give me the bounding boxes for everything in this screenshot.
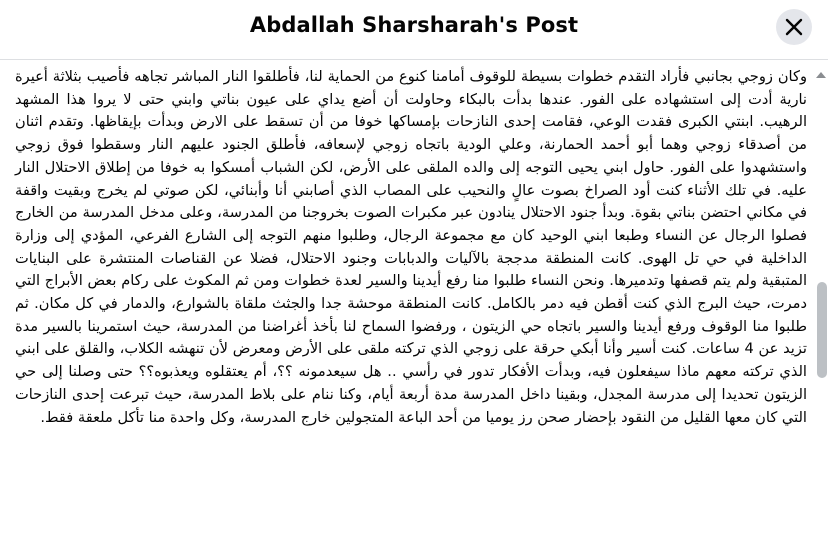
scrollbar[interactable] <box>814 60 828 547</box>
close-icon <box>784 17 804 37</box>
scroll-up-arrow-icon[interactable] <box>816 72 826 78</box>
post-content <box>0 60 814 547</box>
post-text: وكان زوجي بجانبي فأراد التقدم خطوات بسيطة للوقوف أمامنا كنوع من الحماية لنا، فأطلقوا النار المباشر تجاهه فأصيب بثلاثة أعيرة نارية أدت إلى استشهاده على الفور. عندها بدأت بالبكاء وحاولت أن أضع يداي على عيون بناتي وابني حتى لا يروا هذا المشهد الرهيب. ابنتي الكبرى فقدت الوعي، فقامت إحدى النازحات بإمساكها خوفا من أن تسقط على الارض وبدأت بإيقاظها. وتقدم اثنان من أصدقاء زوجي وهما أبو أحمد الحمارنة، وعلي الودية باتجاه زوجي لإسعافه، فأطلق الجنود عليهم النار وسقطوا فوق زوجي واستشهدوا على الفور. حاول ابني يحيى التوجه إلى والده الملقى على الأرض، لكن الشباب أمسكوا به خوفا من إطلاق الاحتلال النار عليه. في تلك الأثناء كنت أود الصراخ بصوت عالٍ والنحيب على المصاب الذي أصابني أنا وأبنائي، لكن صوتي لم يخرج وبقيت واقفة في مكاني احتضن بناتي بقوة. وبدأ جنود الاحتلال ينادون عبر مكبرات الصوت بخروجنا من المدرسة، وعلى مدخل المدرسة من الخارج فصلوا الرجال عن النساء وطبعا ابني الوحيد كان مع مجموعة الرجال، وطلبوا منهم التوجه إلى الشارع الفرعي، المؤدي إلى وزارة الداخلية في حي تل الهوى. كانت المنطقة مدججة بالآليات والدبابات وجنود الاحتلال، فضلا عن القناصات المنتشرة على البنايات المتبقية ولم يتم قصفها وتدميرها. ونحن النساء طلبوا منا رفع أيدينا والسير لعدة خطوات ومن ثم المكوث على ركام بعض الأبراج التي دمرت، حيث البرج الذي كنت أقطن فيه دمر بالكامل. كانت المنطقة موحشة جدا والجثث ملقاة بالشوارع، والدمار في كل مكان. ثم طلبوا منا الوقوف ورفع أيدينا والسير باتجاه حي الزيتون ، ورفضوا السماح لنا بأخذ أغراضنا من المدرسة، حيث استمرينا بالسير مدة تزيد عن 4 ساعات. كنت أسير وأنا أبكي حرقة على زوجي الذي تركته ملقى على الأرض ومعرض لأن تنهشه الكلاب، والقلق على ابني الذي تركته معهم ماذا سيفعلون فيه، وبدأت الأفكار تدور في رأسي .. هل سيعدمونه ؟؟، أم يعتقلوه ويعذبوه؟؟ حتى وصلنا إلى حي الزيتون تحديدا إلى مدرسة المجدل، وبقينا داخل المدرسة مدة أربعة أيام، وكنا ننام على بلاط المدرسة، حيث تبرعت إحدى النازحات التي كان معها القليل من النقود بإحضار صحن رز يوميا من أحد الباعة المتجولين خارج المدرسة، وكل واحدة منا تأكل ملعقة فقط. <box>15 68 807 426</box>
close-button[interactable] <box>776 9 812 45</box>
scroll-thumb[interactable] <box>817 282 827 378</box>
dialog-title: Abdallah Sharsharah's Post <box>249 13 579 37</box>
dialog-header <box>0 0 828 60</box>
